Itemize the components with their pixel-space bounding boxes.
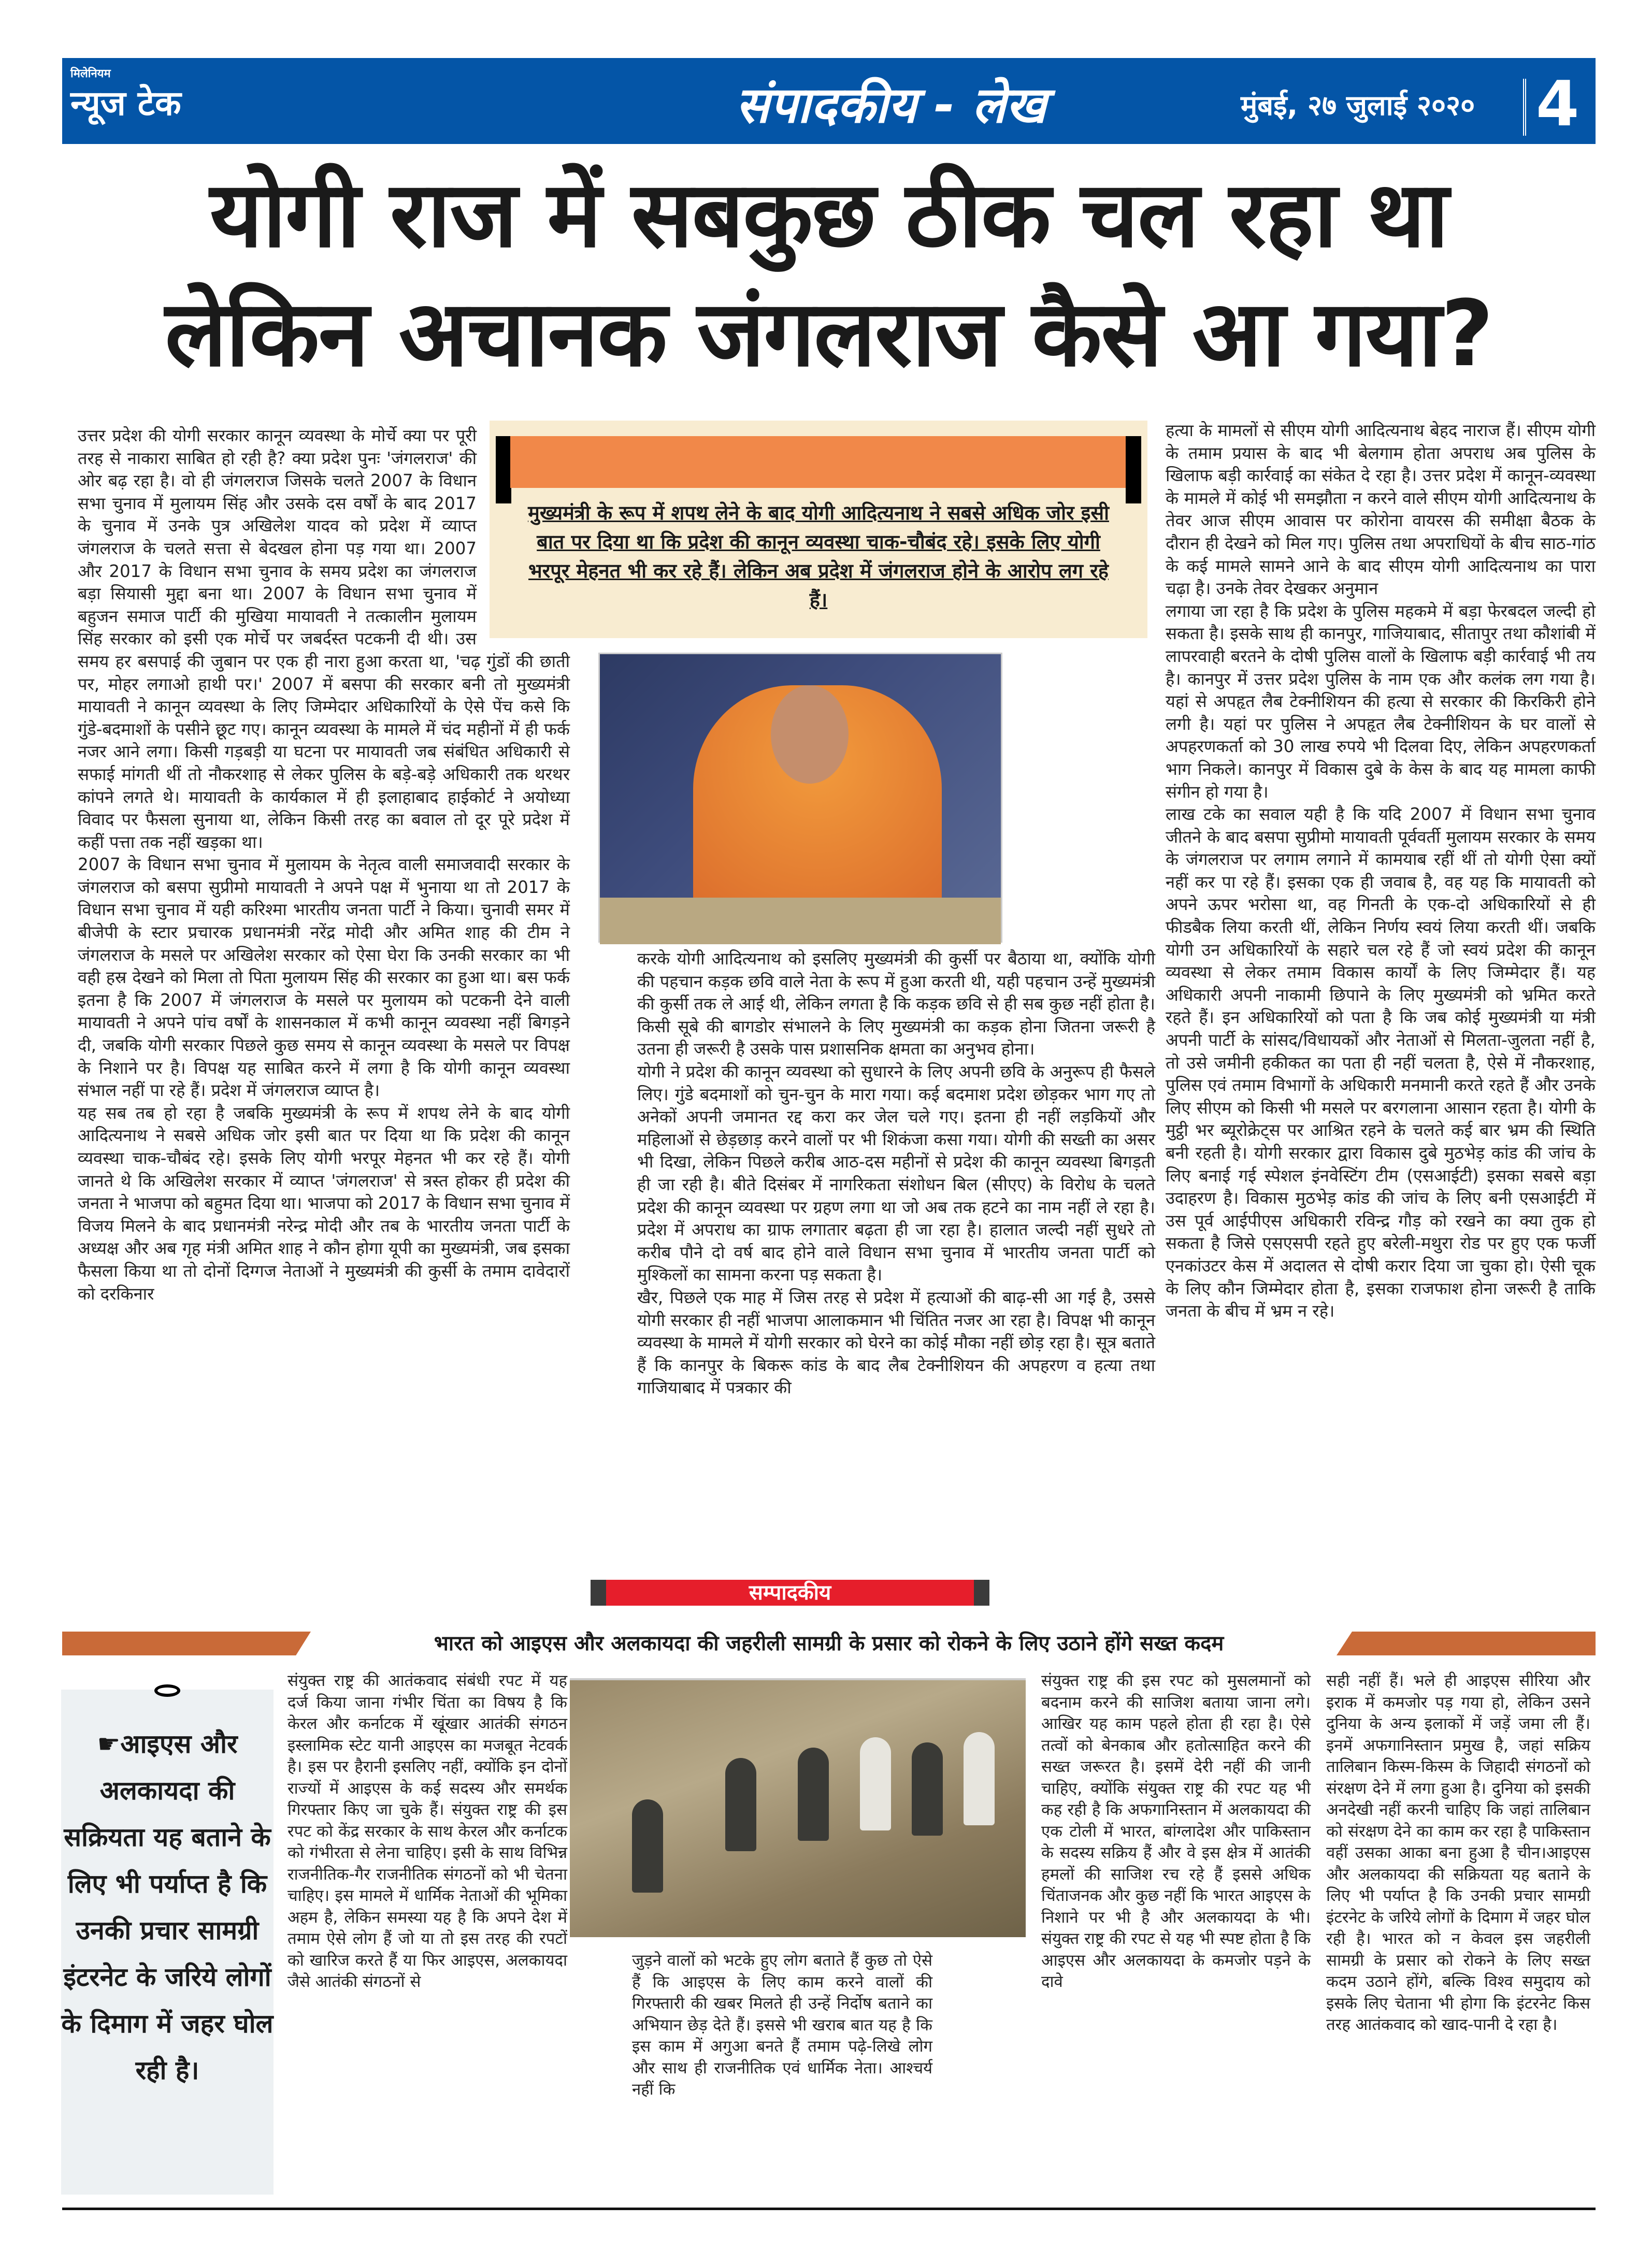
article-paragraph: खैर, पिछले एक माह में जिस तरह से प्रदेश में हत्याओं की बाढ़-सी आ गई है, उससे योगी सरकार ही नहीं भाजपा आलाकमान भी चिंतित नजर आ रहा है। विपक्ष भी कानून व्यवस्था के मामले में योगी सरकार को घेरने का कोई मौका नहीं छोड़ रहा है। सूत्र बताते हैं कि कानपुर के बिकरू कांड के बाद लैब टेक्नीशियन की अपहरण व हत्या तथा गाजियाबाद में पत्रकार की (637, 1287, 1155, 1398)
editorial-badge (591, 1580, 989, 1606)
editorial-paragraph: संयुक्त राष्ट्र की इस रपट को मुसलमानों को बदनाम करने की साजिश बताया जाना लगे। आखिर यह काम पहले होता ही रहा है। ऐसे तत्वों को बेनकाब और हतोत्साहित करने की सख्त जरूरत है। इसमें देरी नहीं की जानी चाहिए, क्योंकि संयुक्त राष्ट्र की रपट यह भी कह रही है कि अफगानिस्तान में अलकायदा की एक टोली में भारत, बांग्लादेश और पाकिस्तान के सदस्य सक्रिय हैं और वे इस क्षेत्र में आतंकी हमलों की साजिश रच रहे हैं इससे अधिक चिंताजनक और कुछ नहीं कि भारत आइएस के निशाने पर भी है और अलकायदा के भी। संयुक्त राष्ट्र की रपट से यह भी स्पष्ट होता है कि आइएस और अलकायदा के कमजोर पड़ने के दावे (1041, 1671, 1311, 1991)
editorial-paragraph: संयुक्त राष्ट्र की आतंकवाद संबंधी रपट में यह दर्ज किया जाना गंभीर चिंता का विषय है कि केरल और कर्नाटक में खूंखार आतंकी संगठन इस्लामिक स्टेट यानी आइएस का मजबूत नेटवर्क है। इस पर हैरानी इसलिए नहीं, क्योंकि इन दोनों राज्यों में आइएस के कई सदस्य और समर्थक गिरफ्तार किए जा चुके हैं। संयुक्त राष्ट्र की इस रपट को केंद्र सरकार के साथ केरल और कर्नाटक को गंभीरता से लेना चाहिए। इसी के साथ विभिन्न राजनीतिक-गैर राजनीतिक संगठनों को भी चेतना चाहिए। इस मामले में धार्मिक नेताओं की भूमिका अहम है, लेकिन समस्या यह है कि अपने देश में तमाम ऐसे लोग हैं जो या तो इस तरह की रपटों को खारिज करते हैं या फिर आइएस, अलकायदा जैसे आतंकी संगठनों से (288, 1671, 567, 1991)
badge-label: सम्पादकीय (606, 1580, 974, 1606)
circle-icon (154, 1684, 180, 1697)
article-paragraph: यह सब तब हो रहा है जबकि मुख्यमंत्री के रूप में शपथ लेने के बाद योगी आदित्यनाथ ने सबसे अधिक जोर इसी बात पर दिया था कि प्रदेश की कानून व्यवस्था चाक-चौबंद रहे। इसके लिए योगी भरपूर मेहनत भी कर रहे हैं। योगी जानते थे कि अखिलेश सरकार में व्याप्त 'जंगलराज' से त्रस्त होकर ही प्रदेश की जनता ने भाजपा को बहुमत दिया था। भाजपा को 2017 के विधान सभा चुनाव में विजय मिलने के बाद प्रधानमंत्री नरेन्द्र मोदी और तब के भारतीय जनता पार्टी के अध्यक्ष और अब गृह मंत्री अमित शाह ने कौन होगा यूपी का मुख्यमंत्री, जब इसका फैसला किया था तो दोनों दिग्गज नेताओं ने मुख्यमंत्री की कुर्सी के तमाम दावेदारों को दरकिनार (78, 1103, 570, 1304)
headline-line-2: लेकिन अचानक जंगलराज कैसे आ गया? (165, 281, 1493, 387)
article-column-3 (1166, 420, 1596, 1323)
brand-tagline: मिलेनियम (70, 67, 111, 80)
pointing-hand-icon: ☛ (97, 1729, 121, 1759)
divider (1523, 79, 1526, 136)
editorial-column-4 (1326, 1670, 1590, 2036)
photo-face (771, 685, 849, 784)
sidebar-quote-text: आइएस और अलकायदा की सक्रियता यह बताने के लिए भी पर्याप्त है कि उनकी प्रचार सामग्री इंटरनेट के जरिये लोगों के दिमाग में जहर घोल रही है। (61, 1729, 274, 2085)
photo-person (860, 1737, 891, 1830)
photo-person (725, 1758, 756, 1851)
article-column-2 (637, 948, 1155, 1400)
badge-cap-left (591, 1580, 606, 1606)
editorial-paragraph: जुड़ने वालों को भटके हुए लोग बताते हैं कुछ तो ऐसे हैं कि आइएस के लिए काम करने वालों की गिरफ्तारी की खबर मिलते ही उन्हें निर्दोष बताने का अभियान छेड़ देते हैं। इससे भी खराब बात यह है कि इस काम में अगुआ बनते हैं तमाम पढ़े-लिखे लोग और साथ ही राजनीतिक एवं धार्मिक नेता। आश्चर्य नहीं कि (632, 1951, 932, 2099)
article-paragraph: योगी ने प्रदेश की कानून व्यवस्था को सुधारने के लिए अपनी छवि के अनुरूप ही फैसले लिए। गुंडे बदमाशों को चुन-चुन के मारा गया। कई बदमाश प्रदेश छोड़कर भाग गए तो अनेकों अपनी जमानत रद्द करा कर जेल चले गए। इतना ही नहीं लड़कियों और महिलाओं से छेड़छाड़ करने वालों पर भी शिकंजा कसा गया। योगी की सख्ती का असर भी दिखा, लेकिन पिछले करीब आठ-दस महीनों से प्रदेश की कानून व्यवस्था बिगड़ती ही जा रही है। बीते दिसंबर में नागरिकता संशोधन बिल (सीएए) के विरोध के चलते प्रदेश की कानून व्यवस्था पर ग्रहण लगा था जो अब तक हटने का नाम नहीं ले रहा है। प्रदेश में अपराध का ग्राफ लगातार बढ़ता ही जा रहा है। हालात जल्दी नहीं सुधरे तो करीब पौने दो वर्ष बाद होने वाले विधान सभा चुनाव में भारतीय जनता पार्टी को मुश्किलों का सामना करना पड़ सकता है। (637, 1061, 1155, 1285)
edition-date: मुंबई, २७ जुलाई २०२० (1241, 89, 1475, 122)
article-paragraph: हत्या के मामलों से सीएम योगी आदित्यनाथ बेहद नाराज हैं। सीएम योगी के तमाम प्रयास के बाद भी बेलगाम होता अपराध अब पुलिस के खिलाफ बड़ी कार्रवाई का संकेत दे रहा है। उत्तर प्रदेश में कानून-व्यवस्था के मामले में कोई भी समझौता न करने वाले सीएम योगी आदित्यनाथ के तेवर आज सीएम आवास पर कोरोना वायरस की समीक्षा बैठक के दौरान ही देखने को मिल गए। पुलिस तथा अपराधियों के बीच साठ-गांठ के कई मामले सामने आने के बाद सीएम योगी आदित्यनाथ का पारा चढ़ा है। उनके तेवर देखकर अनुमान (1166, 421, 1596, 599)
editorial-column-2 (632, 1950, 932, 2101)
photo-person (798, 1748, 829, 1841)
article-paragraph: 2007 के विधान सभा चुनाव में मुलायम के नेतृत्व वाली समाजवादी सरकार के जंगलराज को बसपा सुप्रीमो मायावती ने अपने पक्ष में भुनाया था तो 2017 के विधान सभा चुनाव में यही करिश्मा भारतीय जनता पार्टी ने किया। चुनावी समर में बीजेपी के स्टार प्रचारक प्रधानमंत्री नरेंद्र मोदी और अमित शाह की टीम ने जंगलराज के मसले पर अखिलेश सरकार को ऐसा घेरा कि उनकी सरकार का भी वही हस्र देखने को मिला तो पिता मुलायम सिंह की सरकार का हुआ था। बस फर्क इतना है कि 2007 में जंगलराज के मसले पर मुलायम को पटकनी देने वाली मायावती ने अपने पांच वर्षों के शासनकाल में कभी कानून व्यवस्था नहीं बिगड़ने दी, जबकि योगी सरकार पिछले कुछ समय से कानून व्यवस्था के मसले पर विपक्ष के निशाने पर है। विपक्ष यह साबित करने में लगा है कि योगी कानून व्यवस्था संभाल नहीं पा रहे हैं। प्रदेश में जंगलराज व्याप्त है। (78, 855, 570, 1101)
ribbon-tab-right (1126, 436, 1141, 503)
article-paragraph: करके योगी आदित्यनाथ को इसलिए मुख्यमंत्री की कुर्सी पर बैठाया था, क्योंकि योगी की पहचान कड़क छवि वाले नेता के रूप में हुआ करती थी, यही पहचान उन्हें मुख्यमंत्री की कुर्सी तक ले आई थी, लेकिन लगता है कि कड़क छवि से ही सब कुछ नहीं होता है। किसी सूबे की बागडोर संभालने के लिए मुख्यमंत्री का कड़क होना जितना जरूरी है उतना ही जरूरी है उसके पास प्रशासनिक क्षमता का अनुभव होना। (637, 949, 1155, 1059)
headline-band-right (1337, 1632, 1596, 1655)
editorial-sidebar-quote (61, 1690, 274, 2195)
masthead (62, 58, 1596, 144)
headline-band-left (62, 1632, 311, 1655)
ribbon-band (510, 436, 1127, 488)
editorial-headline-bar (62, 1632, 1596, 1655)
photo-desk (600, 898, 1001, 944)
photo-person (964, 1732, 995, 1825)
ribbon-tab-left (496, 436, 511, 503)
section-title: संपादकीय - लेख (736, 76, 1046, 134)
editorial-column-1 (288, 1670, 567, 1993)
page-number: 4 (1536, 68, 1579, 140)
editorial-photo (570, 1678, 1026, 1937)
article-paragraph: उत्तर प्रदेश की योगी सरकार कानून व्यवस्था के मोर्चे क्या पर पूरी तरह से नाकारा साबित हो रही है? क्या प्रदेश पुनः 'जंगलराज' की ओर बढ़ रहा है। वो ही जंगलराज जिसके चलते 2007 के विधान सभा चुनाव में मुलायम सिंह और उसके दस वर्षों के बाद 2017 के चुनाव में उनके पुत्र अखिलेश यादव को प्रदेश में व्याप्त जंगलराज के चलते सत्ता से बेदखल होना पड़ गया था। 2007 और 2017 के विधान सभा चुनाव के समय प्रदेश का जंगलराज बड़ा सियासी मुद्दा बना था। 2007 के विधान सभा चुनाव में बहुजन समाज पार्टी की मुखिया मायावती ने तत्कालीन मुलायम सिंह सरकार को इसी एक मोर्चे पर जबर्दस्त पटकनी दी थी। उस समय हर बसपाई की जुबान पर एक ही नारा हुआ करता था, 'चढ़ गुंडों की छाती पर, मोहर लगाओ हाथी पर।' 2007 में बसपा की सरकार बनी तो मुख्यमंत्री मायावती ने कानून व्यवस्था के लिए जिम्मेदार अधिकारियों के ऐसे पेंच कसे कि गुंडे-बदमाशों के पसीने छूट गए। कानून व्यवस्था के मामले में चंद महीनों में ही फर्क नजर आने लगा। किसी गड़बड़ी या घटना पर मायावती जब संबंधित अधिकारी से सफाई मांगती थीं तो नौकरशाह से लेकर पुलिस के बड़े-बड़े अधिकारी तक थरथर कांपने लगते थे। मायावती के कार्यकाल में ही इलाहाबाद हाईकोर्ट ने अयोध्या विवाद पर फैसला सुनाया था, लेकिन किसी तरह का बवाल तो दूर पूरे प्रदेश में कहीं पत्ता तक नहीं खड़का था। (78, 426, 570, 852)
article-paragraph: लाख टके का सवाल यही है कि यदि 2007 में विधान सभा चुनाव जीतने के बाद बसपा सुप्रीमो मायावती पूर्ववर्ती मुलायम सरकार के समय के जंगलराज पर लगाम लगाने में कामयाब रहीं थीं तो योगी ऐसा क्यों नहीं कर पा रहे हैं। इसका एक ही जवाब है, वह यह कि मायावती को अपने ऊपर भरोसा था, वह गिनती के एक-दो अधिकारियों से ही फीडबैक लिया करती थीं, लेकिन निर्णय स्वयं लिया करती थीं। जबकि योगी उन अधिकारियों के सहारे चल रहे हैं जो स्वयं प्रदेश की कानून व्यवस्था से लेकर तमाम विकास कार्यों के लिए जिम्मेदार हैं। यह अधिकारी अपनी नाकामी छिपाने के लिए मुख्यमंत्री को भ्रमित करते रहते हैं। इन अधिकारियों को पता है कि जब कोई मुख्यमंत्री या मंत्री अपनी पार्टी के सांसद/विधायकों और नेताओं से मिलता-जुलता नहीं है, तो उसे जमीनी हकीकत का पता ही नहीं चलता है, ऐसे में नौकरशाह, पुलिस एवं तमाम विभागों के अधिकारी मनमानी करते रहते हैं और उनके लिए सीएम को किसी भी मसले पर बरगलाना आसान रहता है। योगी के मुट्ठी भर ब्यूरोक्रेट्स पर आश्रित रहने के चलते कई बार भ्रम की स्थिति बनी रहती है। योगी सरकार द्वारा विकास दुबे मुठभेड़ कांड की जांच के लिए बनाई गई स्पेशल इंनवेस्टिंग टीम (एसआईटी) इसका सबसे बड़ा उदाहरण है। विकास मुठभेड़ कांड की जांच के लिए बनी एसआईटी में उस पूर्व आईपीएस अधिकारी रविन्द्र गौड़ को रखने का क्या तुक हो सकता है जिसे एसएसपी रहते हुए बरेली-मथुरा रोड पर हुए एक फर्जी एनकांउटर केस में अदालत से दोषी करार दिया जा चुका हो। ऐसी चूक के लिए कौन जिम्मेदार होता है, इसका राजफाश होना जरूरी है ताकि जनता के बीच में भ्रम न रहे। (1166, 804, 1596, 1321)
editorial-headline: भारत को आइएस और अलकायदा की जहरीली सामग्री के प्रसार को रोकने के लिए उठाने होंगे सख्त कदम (434, 1632, 1224, 1655)
badge-cap-right (974, 1580, 989, 1606)
pull-quote-text: मुख्यमंत्री के रूप में शपथ लेने के बाद योगी आदित्यनाथ ने सबसे अधिक जोर इसी बात पर दिया था कि प्रदेश की कानून व्यवस्था चाक-चौबंद रहे। इसके लिए योगी भरपूर मेहनत भी कर रहे हैं। लेकिन अब प्रदेश में जंगलराज होने के आरोप लग रहे हैं। (528, 501, 1109, 611)
photo-person (632, 1799, 663, 1893)
pull-quote-box (490, 421, 1147, 638)
bottom-rule (62, 2208, 1596, 2210)
article-headline (62, 155, 1596, 394)
brand-logo: न्यूज टेक (70, 83, 181, 123)
headline-line-1: योगी राज में सबकुछ ठीक चल रहा था (210, 162, 1448, 268)
article-photo (598, 653, 1002, 943)
editorial-paragraph: सही नहीं हैं। भले ही आइएस सीरिया और इराक में कमजोर पड़ गया हो, लेकिन उसने दुनिया के अन्य इलाकों में जड़ें जमा ली हैं। इनमें अफगानिस्तान प्रमुख है, जहां सक्रिय तालिबान किस्म-किस्म के जिहादी संगठनों को संरक्षण देने में लगा हुआ है। दुनिया को इसकी अनदेखी नहीं करनी चाहिए कि जहां तालिबान को संरक्षण देने का काम कर रहा है पाकिस्तान वहीं उसका आका बना हुआ है चीन।आइएस और अलकायदा की सक्रियता यह बताने के लिए भी पर्याप्त है कि उनकी प्रचार सामग्री इंटरनेट के जरिये लोगों के दिमाग में जहर घोल रही है। भारत को न केवल इस जहरीली सामग्री के प्रसार को रोकने के लिए सख्त कदम उठाने होंगे, बल्कि विश्व समुदाय को इसके लिए चेताना भी होगा कि इंटरनेट किस तरह आतंकवाद को खाद-पानी दे रहा है। (1326, 1671, 1590, 2034)
article-paragraph: लगाया जा रहा है कि प्रदेश के पुलिस महकमे में बड़ा फेरबदल जल्दी हो सकता है। इसके साथ ही कानपुर, गाजियाबाद, सीतापुर तथा कौशांबी में लापरवाही बरतने के दोषी पुलिस वालों के खिलाफ बड़ी कार्रवाई भी तय है। कानपुर में उत्तर प्रदेश पुलिस के नाम एक और कलंक लग गया है। यहां से अपहृत लैब टेक्नीशियन की हत्या से सरकार की किरकिरी होने लगी है। यहां पर पुलिस ने अपहृत लैब टेक्नीशियन के घर वालों से अपहरणकर्ता को 30 लाख रुपये भी दिलवा दिए, लेकिन अपहरणकर्ता भाग निकले। कानपुर में विकास दुबे के केस के बाद यह मामला काफी संगीन हो गया है। (1166, 601, 1596, 802)
photo-person (912, 1742, 943, 1836)
editorial-column-3 (1041, 1670, 1311, 1993)
